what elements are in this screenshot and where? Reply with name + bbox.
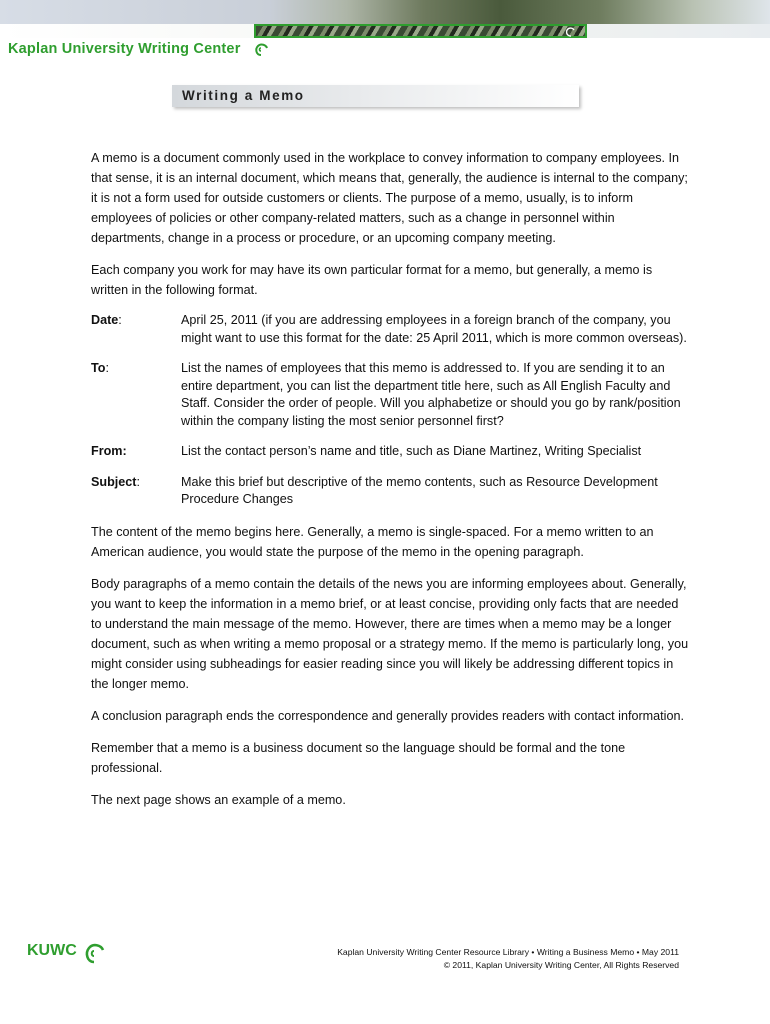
footer-logo-text: KUWC [27,942,77,959]
swirl-icon [566,27,576,37]
memo-field-date [91,312,691,347]
body-paragraph: The content of the memo begins here. Generally, a memo is single-spaced. For a memo written to an American audience, you would state the purpose of the memo in the opening paragraph. [91,524,654,559]
document-body [91,148,691,822]
body-paragraph: A conclusion paragraph ends the correspondence and generally provides readers with contact information. [91,708,684,723]
brand-name: Kaplan University Writing Center [8,41,241,57]
body-paragraph: Remember that a memo is a business document so the language should be formal and the tone professional. [91,740,626,775]
field-suffix: : [105,361,109,375]
footer-line: Kaplan University Writing Center Resource Library • Writing a Business Memo • May 2011 [337,947,679,957]
memo-field-subject [91,474,691,509]
field-suffix: : [118,313,122,327]
header-banner [0,0,770,24]
field-label: To [91,361,106,375]
intro-paragraph: Each company you work for may have its own particular format for a memo, but generally, a memo is written in the following format. [91,263,653,297]
field-value: Make this brief but descriptive of the memo contents, such as Resource Development Procedure Changes [181,474,658,506]
memo-field-to [91,360,691,430]
intro-paragraph: A memo is a document commonly used in the workplace to convey information to company employees. In that sense, it is an internal document, which means that, generally, the audience is internal to the company; it is not a form used for outside customers or clients. The purpose of a memo, usually, is to inform employees of policies or other company-related matters, such as a change in personnel within departments, change in a process or procedure, or an upcoming company meeting. [91,151,688,245]
body-paragraph: Body paragraphs of a memo contain the details of the news you are informing employees about. Generally, you want to keep the information in a memo brief, or at least concise, providing only facts that are needed to understand the main message of the memo. However, there are times when a memo may be a longer document, such as when writing a memo proposal or a strategy memo. If the memo is particularly long, you might consider using subheadings for easier reading since you will likely be addressing different topics in the longer memo. [91,576,689,691]
field-label: Date [91,313,119,327]
field-value: List the contact person’s name and title, such as Diane Martinez, Writing Specialist [181,444,642,458]
field-label: From: [91,444,127,458]
field-suffix: : [136,474,140,489]
field-value: List the names of employees that this memo is addressed to. If you are sending it to an entire department, you can list the department title here, such as All English Faculty and Staff. Consider the order of people. Will you alphabetize or should you go by rank/position within the company listing the most senior personnel first? [181,361,681,428]
footer-line: © 2011, Kaplan University Writing Center, All Rights Reserved [443,960,679,970]
body-paragraph: The next page shows an example of a memo. [91,792,346,807]
field-label: Subject [91,474,137,489]
field-value: April 25, 2011 (if you are addressing employees in a foreign branch of the company, you might want to use this format for the date: 25 April 2011, which is more common overseas). [181,313,687,345]
footer-text [337,946,679,972]
page-title: Writing a Memo [182,88,305,103]
swirl-icon [81,938,109,966]
swirl-icon [252,40,270,58]
header-photo-strip [254,24,587,38]
memo-field-from [91,443,691,461]
